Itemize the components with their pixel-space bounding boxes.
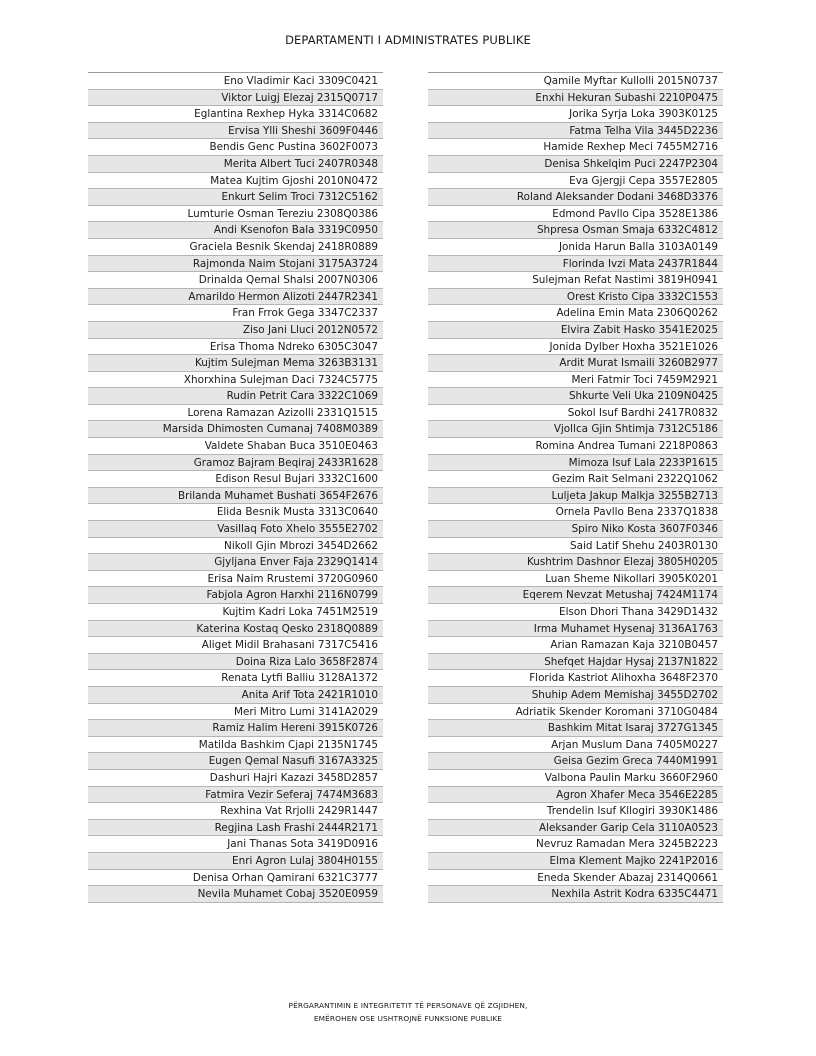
footer-line-2: EMËROHEN OSE USHTROJNË FUNKSIONE PUBLIKE bbox=[313, 1014, 503, 1023]
list-item: Adriatik Skender Koromani 3710G0484 bbox=[428, 704, 723, 721]
list-item: Merita Albert Tuci 2407R0348 bbox=[88, 156, 383, 173]
list-item: Meri Fatmir Toci 7459M2921 bbox=[428, 372, 723, 389]
list-item: Edison Resul Bujari 3332C1600 bbox=[88, 471, 383, 488]
list-item: Enxhi Hekuran Subashi 2210P0475 bbox=[428, 90, 723, 107]
list-item: Jonida Dylber Hoxha 3521E1026 bbox=[428, 339, 723, 356]
list-item: Ziso Jani Lluci 2012N0572 bbox=[88, 322, 383, 339]
list-item: Enri Agron Lulaj 3804H0155 bbox=[88, 853, 383, 870]
list-item: Eneda Skender Abazaj 2314Q0661 bbox=[428, 870, 723, 887]
list-item: Arjan Muslum Dana 7405M0227 bbox=[428, 737, 723, 754]
list-item: Matilda Bashkim Cjapi 2135N1745 bbox=[88, 737, 383, 754]
list-item: Shuhip Adem Memishaj 3455D2702 bbox=[428, 687, 723, 704]
list-item: Kujtim Sulejman Mema 3263B3131 bbox=[88, 355, 383, 372]
list-item: Trendelin Isuf Kllogiri 3930K1486 bbox=[428, 803, 723, 820]
list-item: Bendis Genc Pustina 3602F0073 bbox=[88, 139, 383, 156]
list-item: Rajmonda Naim Stojani 3175A3724 bbox=[88, 256, 383, 273]
list-item: Rexhina Vat Rrjolli 2429R1447 bbox=[88, 803, 383, 820]
list-item: Said Latif Shehu 2403R0130 bbox=[428, 538, 723, 555]
list-item: Graciela Besnik Skendaj 2418R0889 bbox=[88, 239, 383, 256]
list-item: Gjyljana Enver Faja 2329Q1414 bbox=[88, 554, 383, 571]
list-item: Lorena Ramazan Azizolli 2331Q1515 bbox=[88, 405, 383, 422]
list-item: Enkurt Selim Troci 7312C5162 bbox=[88, 189, 383, 206]
list-item: Nevila Muhamet Cobaj 3520E0959 bbox=[88, 886, 383, 903]
list-item: Fatmira Vezir Seferaj 7474M3683 bbox=[88, 787, 383, 804]
list-item: Ornela Pavllo Bena 2337Q1838 bbox=[428, 504, 723, 521]
list-item: Spiro Niko Kosta 3607F0346 bbox=[428, 521, 723, 538]
list-item: Florida Kastriot Alihoxha 3648F2370 bbox=[428, 670, 723, 687]
list-item: Ervisa Ylli Sheshi 3609F0446 bbox=[88, 123, 383, 140]
list-item: Mimoza Isuf Lala 2233P1615 bbox=[428, 455, 723, 472]
list-item: Jani Thanas Sota 3419D0916 bbox=[88, 836, 383, 853]
list-item: Brilanda Muhamet Bushati 3654F2676 bbox=[88, 488, 383, 505]
list-item: Jorika Syrja Loka 3903K0125 bbox=[428, 106, 723, 123]
list-item: Denisa Shkelqim Puci 2247P2304 bbox=[428, 156, 723, 173]
list-item: Elson Dhori Thana 3429D1432 bbox=[428, 604, 723, 621]
list-item: Bashkim Mitat Isaraj 3727G1345 bbox=[428, 720, 723, 737]
list-item: Agron Xhafer Meca 3546E2285 bbox=[428, 787, 723, 804]
list-item: Amarildo Hermon Alizoti 2447R2341 bbox=[88, 289, 383, 306]
footer-line-1: PËRGARANTIMIN E INTEGRITETIT TË PERSONAVE QË ZGJIDHEN, bbox=[288, 1001, 528, 1010]
list-item: Jonida Harun Balla 3103A0149 bbox=[428, 239, 723, 256]
list-item: Fran Frrok Gega 3347C2337 bbox=[88, 305, 383, 322]
list-item: Roland Aleksander Dodani 3468D3376 bbox=[428, 189, 723, 206]
right-name-list bbox=[428, 72, 723, 903]
list-item: Xhorxhina Sulejman Daci 7324C5775 bbox=[88, 372, 383, 389]
list-item: Shpresa Osman Smaja 6332C4812 bbox=[428, 222, 723, 239]
list-item: Gezim Rait Selmani 2322Q1062 bbox=[428, 471, 723, 488]
list-item: Geisa Gezim Greca 7440M1991 bbox=[428, 753, 723, 770]
list-item: Adelina Emin Mata 2306Q0262 bbox=[428, 305, 723, 322]
list-item: Dashuri Hajri Kazazi 3458D2857 bbox=[88, 770, 383, 787]
list-item: Matea Kujtim Gjoshi 2010N0472 bbox=[88, 173, 383, 190]
list-item: Eugen Qemal Nasufi 3167A3325 bbox=[88, 753, 383, 770]
list-item: Vasillaq Foto Xhelo 3555E2702 bbox=[88, 521, 383, 538]
list-item: Anita Arif Tota 2421R1010 bbox=[88, 687, 383, 704]
list-item: Edmond Pavllo Cipa 3528E1386 bbox=[428, 206, 723, 223]
list-item: Marsida Dhimosten Cumanaj 7408M0389 bbox=[88, 421, 383, 438]
list-item: Shkurte Veli Uka 2109N0425 bbox=[428, 388, 723, 405]
list-item: Aliget Midil Brahasani 7317C5416 bbox=[88, 637, 383, 654]
list-item: Luljeta Jakup Malkja 3255B2713 bbox=[428, 488, 723, 505]
list-item: Elvira Zabit Hasko 3541E2025 bbox=[428, 322, 723, 339]
left-name-list bbox=[88, 72, 383, 903]
list-item: Drinalda Qemal Shalsi 2007N0306 bbox=[88, 272, 383, 289]
page-title: DEPARTAMENTI I ADMINISTRATES PUBLIKE bbox=[285, 33, 531, 47]
list-item: Irma Muhamet Hysenaj 3136A1763 bbox=[428, 621, 723, 638]
list-item: Rudin Petrit Cara 3322C1069 bbox=[88, 388, 383, 405]
list-item: Elma Klement Majko 2241P2016 bbox=[428, 853, 723, 870]
list-item: Regjina Lash Frashi 2444R2171 bbox=[88, 820, 383, 837]
list-item: Sulejman Refat Nastimi 3819H0941 bbox=[428, 272, 723, 289]
list-item: Gramoz Bajram Beqiraj 2433R1628 bbox=[88, 455, 383, 472]
list-item: Orest Kristo Cipa 3332C1553 bbox=[428, 289, 723, 306]
list-item: Fatma Telha Vila 3445D2236 bbox=[428, 123, 723, 140]
list-item: Ramiz Halim Hereni 3915K0726 bbox=[88, 720, 383, 737]
list-item: Nexhila Astrit Kodra 6335C4471 bbox=[428, 886, 723, 903]
list-item: Valdete Shaban Buca 3510E0463 bbox=[88, 438, 383, 455]
list-item: Andi Ksenofon Bala 3319C0950 bbox=[88, 222, 383, 239]
list-item: Vjollca Gjin Shtimja 7312C5186 bbox=[428, 421, 723, 438]
list-item: Viktor Luigj Elezaj 2315Q0717 bbox=[88, 90, 383, 107]
list-item: Erisa Naim Rrustemi 3720G0960 bbox=[88, 571, 383, 588]
list-item: Aleksander Garip Cela 3110A0523 bbox=[428, 820, 723, 837]
list-item: Valbona Paulin Marku 3660F2960 bbox=[428, 770, 723, 787]
list-item: Erisa Thoma Ndreko 6305C3047 bbox=[88, 339, 383, 356]
list-item: Nevruz Ramadan Mera 3245B2223 bbox=[428, 836, 723, 853]
list-item: Florinda Ivzi Mata 2437R1844 bbox=[428, 256, 723, 273]
list-item: Eglantina Rexhep Hyka 3314C0682 bbox=[88, 106, 383, 123]
list-item: Eqerem Nevzat Metushaj 7424M1174 bbox=[428, 587, 723, 604]
list-item: Fabjola Agron Harxhi 2116N0799 bbox=[88, 587, 383, 604]
list-item: Eva Gjergji Cepa 3557E2805 bbox=[428, 173, 723, 190]
list-item: Shefqet Hajdar Hysaj 2137N1822 bbox=[428, 654, 723, 671]
list-item: Nikoll Gjin Mbrozi 3454D2662 bbox=[88, 538, 383, 555]
list-item: Meri Mitro Lumi 3141A2029 bbox=[88, 704, 383, 721]
list-item: Luan Sheme Nikollari 3905K0201 bbox=[428, 571, 723, 588]
list-item: Hamide Rexhep Meci 7455M2716 bbox=[428, 139, 723, 156]
list-item: Romina Andrea Tumani 2218P0863 bbox=[428, 438, 723, 455]
list-item: Katerina Kostaq Qesko 2318Q0889 bbox=[88, 621, 383, 638]
list-item: Denisa Orhan Qamirani 6321C3777 bbox=[88, 870, 383, 887]
list-item: Ardit Murat Ismaili 3260B2977 bbox=[428, 355, 723, 372]
list-item: Sokol Isuf Bardhi 2417R0832 bbox=[428, 405, 723, 422]
list-item: Kushtrim Dashnor Elezaj 3805H0205 bbox=[428, 554, 723, 571]
list-item: Arian Ramazan Kaja 3210B0457 bbox=[428, 637, 723, 654]
list-item: Elida Besnik Musta 3313C0640 bbox=[88, 504, 383, 521]
list-item: Eno Vladimir Kaci 3309C0421 bbox=[88, 73, 383, 90]
page-footer bbox=[0, 999, 816, 1025]
list-item: Qamile Myftar Kullolli 2015N0737 bbox=[428, 73, 723, 90]
list-item: Kujtim Kadri Loka 7451M2519 bbox=[88, 604, 383, 621]
list-item: Lumturie Osman Tereziu 2308Q0386 bbox=[88, 206, 383, 223]
list-item: Renata Lytfi Balliu 3128A1372 bbox=[88, 670, 383, 687]
list-item: Doina Riza Lalo 3658F2874 bbox=[88, 654, 383, 671]
